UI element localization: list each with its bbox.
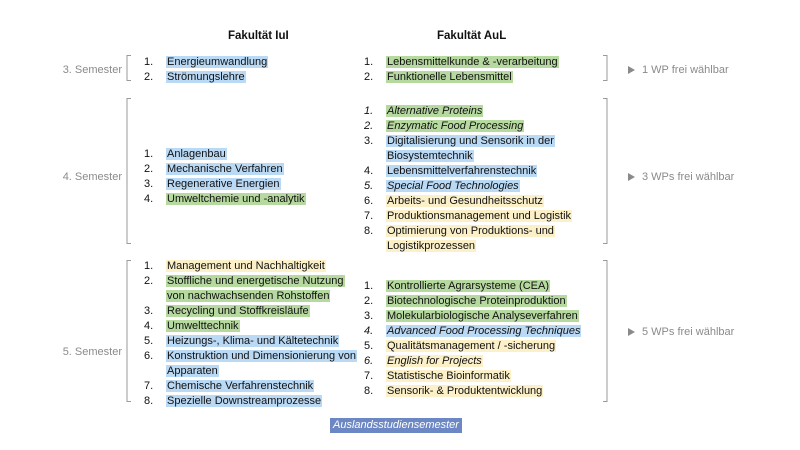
semester-3-right-bracket <box>602 55 610 81</box>
semester-4-right-bracket <box>602 98 610 244</box>
study-abroad-label: Auslandsstudiensemester <box>330 418 462 433</box>
course-item <box>364 309 594 324</box>
course-number: 8. <box>364 385 374 397</box>
semester-3-iul-list <box>144 55 362 85</box>
course-name: Recycling und Stoffkreisläufe <box>167 305 309 317</box>
course-number: 6. <box>364 355 374 367</box>
course-item <box>144 319 362 334</box>
course-number: 6. <box>144 350 154 362</box>
triangle-right-icon <box>628 328 635 336</box>
course-number: 2. <box>364 120 374 132</box>
course-item <box>144 334 362 349</box>
course-name: Digitalisierung und Sensorik in der Biosystemtechnik <box>387 135 554 162</box>
course-name: Stoffliche und energetische Nutzung von nachwachsenden Rohstoffen <box>167 275 344 302</box>
course-number: 7. <box>364 370 374 382</box>
course-number: 8. <box>364 225 374 237</box>
course-item <box>144 349 362 379</box>
semester-5-right-bracket <box>602 260 610 402</box>
course-name: Mechanische Verfahren <box>167 163 283 175</box>
semester-5-left-bracket <box>124 260 132 402</box>
course-number: 2. <box>364 295 374 307</box>
course-number: 4. <box>144 320 154 332</box>
course-number: 4. <box>364 325 374 337</box>
course-item <box>144 394 362 409</box>
course-item <box>364 194 594 209</box>
course-number: 3. <box>364 135 374 147</box>
course-number: 1. <box>144 56 154 68</box>
course-item <box>364 294 594 309</box>
course-name: Enzymatic Food Processing <box>387 120 524 132</box>
course-item <box>364 324 594 339</box>
course-item <box>364 70 594 85</box>
course-item <box>364 104 594 119</box>
semester-4-iul-list <box>144 147 362 207</box>
course-name: Sensorik- & Produktentwicklung <box>387 385 543 397</box>
faculty-iul-title: Fakultät IuI <box>228 30 289 42</box>
course-item <box>364 134 594 164</box>
course-item <box>144 162 362 177</box>
course-number: 2. <box>144 71 154 83</box>
course-item <box>364 179 594 194</box>
course-number: 1. <box>364 280 374 292</box>
course-item <box>144 70 362 85</box>
course-item <box>364 119 594 134</box>
course-name: Energieumwandlung <box>167 56 268 68</box>
semester-5-aul-list <box>364 279 594 399</box>
course-name: Management und Nachhaltigkeit <box>167 260 325 272</box>
course-item <box>144 259 362 274</box>
course-name: Funktionelle Lebensmittel <box>387 71 512 83</box>
semester-3-wp-note: 1 WP frei wählbar <box>628 64 729 76</box>
course-number: 5. <box>364 180 374 192</box>
course-name: Umweltchemie und -analytik <box>167 193 305 205</box>
course-name: Biotechnologische Proteinproduktion <box>387 295 566 307</box>
course-item <box>364 279 594 294</box>
course-number: 5. <box>144 335 154 347</box>
course-number: 2. <box>144 163 154 175</box>
course-name: Umwelttechnik <box>167 320 239 332</box>
course-name: Regenerative Energien <box>167 178 280 190</box>
course-name: Optimierung von Produktions- und Logistikprozessen <box>387 225 554 252</box>
course-number: 3. <box>144 178 154 190</box>
course-number: 7. <box>364 210 374 222</box>
course-item <box>364 224 594 254</box>
semester-5-label: 5. Semester <box>62 346 122 358</box>
semester-4-wp-note: 3 WPs frei wählbar <box>628 171 734 183</box>
course-item <box>364 354 594 369</box>
course-item <box>364 339 594 354</box>
course-item <box>144 192 362 207</box>
course-name: Produktionsmanagement und Logistik <box>387 210 572 222</box>
semester-5-wp-note: 5 WPs frei wählbar <box>628 326 734 338</box>
course-number: 3. <box>364 310 374 322</box>
course-name: Molekularbiologische Analyseverfahren <box>387 310 578 322</box>
course-item <box>144 147 362 162</box>
course-name: English for Projects <box>387 355 482 367</box>
course-name: Lebensmittelkunde & -verarbeitung <box>387 56 558 68</box>
triangle-right-icon <box>628 66 635 74</box>
course-item <box>364 55 594 70</box>
course-name: Statistische Bioinformatik <box>387 370 510 382</box>
course-name: Chemische Verfahrenstechnik <box>167 380 314 392</box>
course-number: 1. <box>364 105 374 117</box>
semester-4-label: 4. Semester <box>62 171 122 183</box>
course-name: Qualitätsmanagement / -sicherung <box>387 340 556 352</box>
course-number: 4. <box>364 165 374 177</box>
faculty-aul-title: Fakultät AuL <box>437 30 507 42</box>
course-number: 1. <box>364 56 374 68</box>
course-name: Kontrollierte Agrarsysteme (CEA) <box>387 280 549 292</box>
semester-3-left-bracket <box>124 55 132 81</box>
course-name: Anlagenbau <box>167 148 226 160</box>
course-number: 2. <box>144 275 154 287</box>
semester-5-iul-list <box>144 259 362 409</box>
course-name: Strömungslehre <box>167 71 245 83</box>
semester-3-aul-list <box>364 55 594 85</box>
semester-4-aul-list <box>364 104 594 254</box>
course-name: Heizungs-, Klima- und Kältetechnik <box>167 335 339 347</box>
course-item <box>144 379 362 394</box>
course-number: 1. <box>144 260 154 272</box>
course-item <box>144 274 362 304</box>
course-name: Alternative Proteins <box>387 105 483 117</box>
course-number: 5. <box>364 340 374 352</box>
course-name: Advanced Food Processing Techniques <box>387 325 581 337</box>
course-number: 6. <box>364 195 374 207</box>
course-item <box>144 55 362 70</box>
course-name: Konstruktion und Dimensionierung von Apparaten <box>167 350 356 377</box>
semester-4-left-bracket <box>124 98 132 244</box>
course-item <box>364 209 594 224</box>
course-number: 2. <box>364 71 374 83</box>
course-number: 4. <box>144 193 154 205</box>
course-number: 1. <box>144 148 154 160</box>
course-item <box>144 304 362 319</box>
course-item <box>364 164 594 179</box>
course-number: 8. <box>144 395 154 407</box>
course-name: Spezielle Downstreamprozesse <box>167 395 322 407</box>
course-name: Lebensmittelverfahrenstechnik <box>387 165 537 177</box>
triangle-right-icon <box>628 173 635 181</box>
course-name: Arbeits- und Gesundheitsschutz <box>387 195 543 207</box>
course-item <box>364 384 594 399</box>
course-name: Special Food Technologies <box>387 180 519 192</box>
course-number: 7. <box>144 380 154 392</box>
course-item <box>144 177 362 192</box>
semester-3-label: 3. Semester <box>62 64 122 76</box>
course-item <box>364 369 594 384</box>
course-number: 3. <box>144 305 154 317</box>
